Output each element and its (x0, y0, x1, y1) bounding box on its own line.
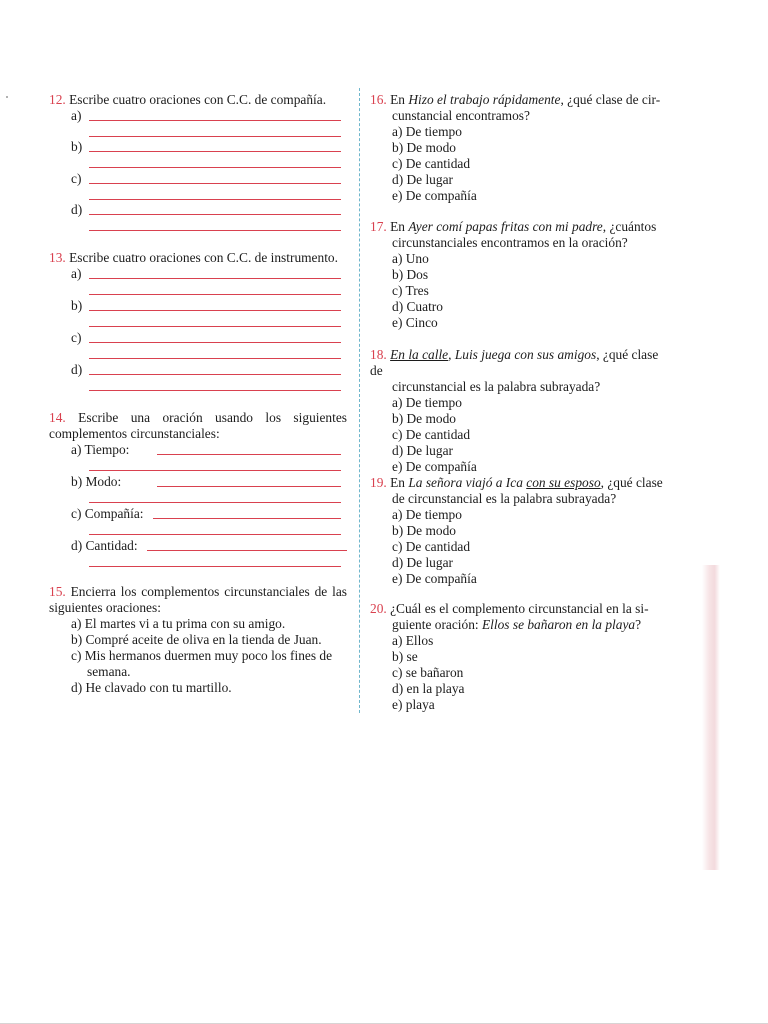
underlined-phrase: En la calle (390, 347, 449, 362)
answer-item-b (49, 139, 347, 155)
answer-line[interactable] (89, 566, 341, 567)
answer-item-b (49, 298, 347, 314)
scan-color-bleed (702, 565, 720, 870)
option-b[interactable]: b) De modo (392, 523, 456, 538)
question-number: 18. (370, 347, 387, 362)
answer-item-compania (49, 506, 347, 522)
question-text-continued: ? (635, 617, 642, 632)
question-text: Escribe cuatro oraciones con C.C. de compañía. (69, 92, 327, 107)
question-text-continued: de circunstancial es la palabra subrayada? (392, 491, 617, 506)
item-label: c) Compañía: (71, 506, 144, 521)
question-example: Ellos se bañaron en la playa (481, 617, 636, 632)
sentence-c: c) Mis hermanos duermen muy poco los fines de (71, 648, 333, 663)
option-c[interactable]: c) Tres (392, 283, 429, 298)
question-text-continued: cunstancial encontramos? (392, 108, 530, 123)
option-e[interactable]: e) Cinco (392, 315, 438, 330)
answer-item-c (49, 171, 347, 187)
question-text: En (390, 219, 409, 234)
option-d[interactable]: d) en la playa (392, 681, 465, 696)
question-text: , ¿cuántos (602, 219, 657, 234)
sentence-c-continuation: semana. (87, 664, 131, 679)
answer-line[interactable] (157, 454, 341, 455)
question-text: , ¿qué clase (600, 475, 663, 490)
option-b[interactable]: b) Dos (392, 267, 429, 282)
question-number: 14. (49, 410, 66, 425)
answer-line[interactable] (89, 310, 341, 311)
question-text-continued: guiente oración: (392, 617, 482, 632)
answer-line[interactable] (89, 342, 341, 343)
answer-line[interactable] (89, 358, 341, 359)
answer-line[interactable] (89, 120, 341, 121)
question-text-continued: circunstancial es la palabra subrayada? (392, 379, 601, 394)
sentence-b: b) Compré aceite de oliva en la tienda de Juan. (71, 632, 322, 647)
answer-item-cantidad (49, 538, 347, 554)
underlined-phrase: con su esposo (526, 475, 601, 490)
option-e[interactable]: e) playa (392, 697, 435, 712)
question-example: , Luis juega con sus amigos (448, 347, 597, 362)
option-a[interactable]: a) Uno (392, 251, 429, 266)
item-label: c) (71, 171, 82, 186)
option-a[interactable]: a) Ellos (392, 633, 434, 648)
question-number: 16. (370, 92, 387, 107)
question-19 (370, 475, 672, 587)
answer-line[interactable] (89, 183, 341, 184)
item-label: c) (71, 330, 82, 345)
question-text: Encierra los complementos circunstanciales de las siguientes oraciones: (49, 584, 347, 615)
option-a[interactable]: a) De tiempo (392, 124, 462, 139)
question-text: En (390, 92, 409, 107)
item-label: b) Modo: (71, 474, 122, 489)
question-13 (49, 250, 347, 377)
option-b[interactable]: b) De modo (392, 411, 456, 426)
question-text-continued: circunstanciales encontramos en la oración? (392, 235, 628, 250)
sentence-a: a) El martes vi a tu prima con su amigo. (71, 616, 286, 631)
option-c[interactable]: c) se bañaron (392, 665, 464, 680)
item-label: a) Tiempo: (71, 442, 130, 457)
answer-line[interactable] (147, 550, 347, 551)
answer-item-a (49, 108, 347, 124)
question-16 (370, 92, 672, 204)
question-17 (370, 219, 672, 331)
option-d[interactable]: d) Cuatro (392, 299, 443, 314)
answer-line[interactable] (89, 136, 341, 137)
question-text: Escribe cuatro oraciones con C.C. de instrumento. (69, 250, 338, 265)
option-b[interactable]: b) De modo (392, 140, 456, 155)
question-12 (49, 92, 347, 217)
question-text: ¿Cuál es el complemento circunstancial en la si- (390, 601, 649, 616)
question-text: , ¿qué clase de (370, 347, 659, 378)
option-d[interactable]: d) De lugar (392, 172, 453, 187)
question-example: Hizo el trabajo rápidamente (408, 92, 561, 107)
item-label: d) (71, 202, 83, 217)
question-number: 15. (49, 584, 66, 599)
question-number: 20. (370, 601, 387, 616)
question-number: 12. (49, 92, 66, 107)
item-label: b) (71, 298, 83, 313)
answer-line[interactable] (89, 326, 341, 327)
answer-line[interactable] (153, 518, 341, 519)
answer-item-d (49, 202, 347, 218)
option-e[interactable]: e) De compañía (392, 188, 477, 203)
option-a[interactable]: a) De tiempo (392, 395, 462, 410)
scan-dot (6, 96, 8, 98)
answer-line[interactable] (89, 151, 341, 152)
answer-line[interactable] (89, 294, 341, 295)
answer-item-modo (49, 474, 347, 490)
question-example: La señora viajó a Ica (408, 475, 527, 490)
option-e[interactable]: e) De compañía (392, 571, 477, 586)
question-18 (370, 347, 672, 475)
answer-line[interactable] (89, 534, 341, 535)
question-15 (49, 584, 347, 696)
item-label: a) (71, 266, 82, 281)
answer-line[interactable] (89, 374, 341, 375)
option-d[interactable]: d) De lugar (392, 443, 453, 458)
sentence-d: d) He clavado con tu martillo. (71, 680, 232, 695)
option-b[interactable]: b) se (392, 649, 418, 664)
question-example: Ayer comí papas fritas con mi padre (408, 219, 603, 234)
question-text: , ¿qué clase de cir- (560, 92, 661, 107)
question-text: Escribe una oración usando los siguientes complementos circunstanciales: (49, 410, 347, 441)
option-c[interactable]: c) De cantidad (392, 427, 471, 442)
answer-line[interactable] (89, 230, 341, 231)
answer-line[interactable] (89, 167, 341, 168)
question-20 (370, 601, 672, 713)
item-label: b) (71, 139, 83, 154)
answer-line[interactable] (89, 502, 341, 503)
answer-line[interactable] (89, 199, 341, 200)
answer-item-tiempo (49, 442, 347, 458)
answer-line[interactable] (89, 278, 341, 279)
answer-line[interactable] (157, 486, 341, 487)
question-number: 19. (370, 475, 387, 490)
item-label: a) (71, 108, 82, 123)
option-c[interactable]: c) De cantidad (392, 156, 471, 171)
question-number: 17. (370, 219, 387, 234)
question-text: En (390, 475, 409, 490)
option-a[interactable]: a) De tiempo (392, 507, 462, 522)
option-c[interactable]: c) De cantidad (392, 539, 471, 554)
item-label: d) (71, 362, 83, 377)
answer-line[interactable] (89, 390, 341, 391)
option-d[interactable]: d) De lugar (392, 555, 453, 570)
answer-item-c (49, 330, 347, 346)
answer-line[interactable] (89, 214, 341, 215)
item-label: d) Cantidad: (71, 538, 138, 553)
question-14 (49, 410, 347, 553)
answer-item-d (49, 362, 347, 378)
option-e[interactable]: e) De compañía (392, 459, 477, 474)
question-number: 13. (49, 250, 66, 265)
answer-line[interactable] (89, 470, 341, 471)
answer-item-a (49, 266, 347, 282)
column-divider (359, 88, 360, 713)
